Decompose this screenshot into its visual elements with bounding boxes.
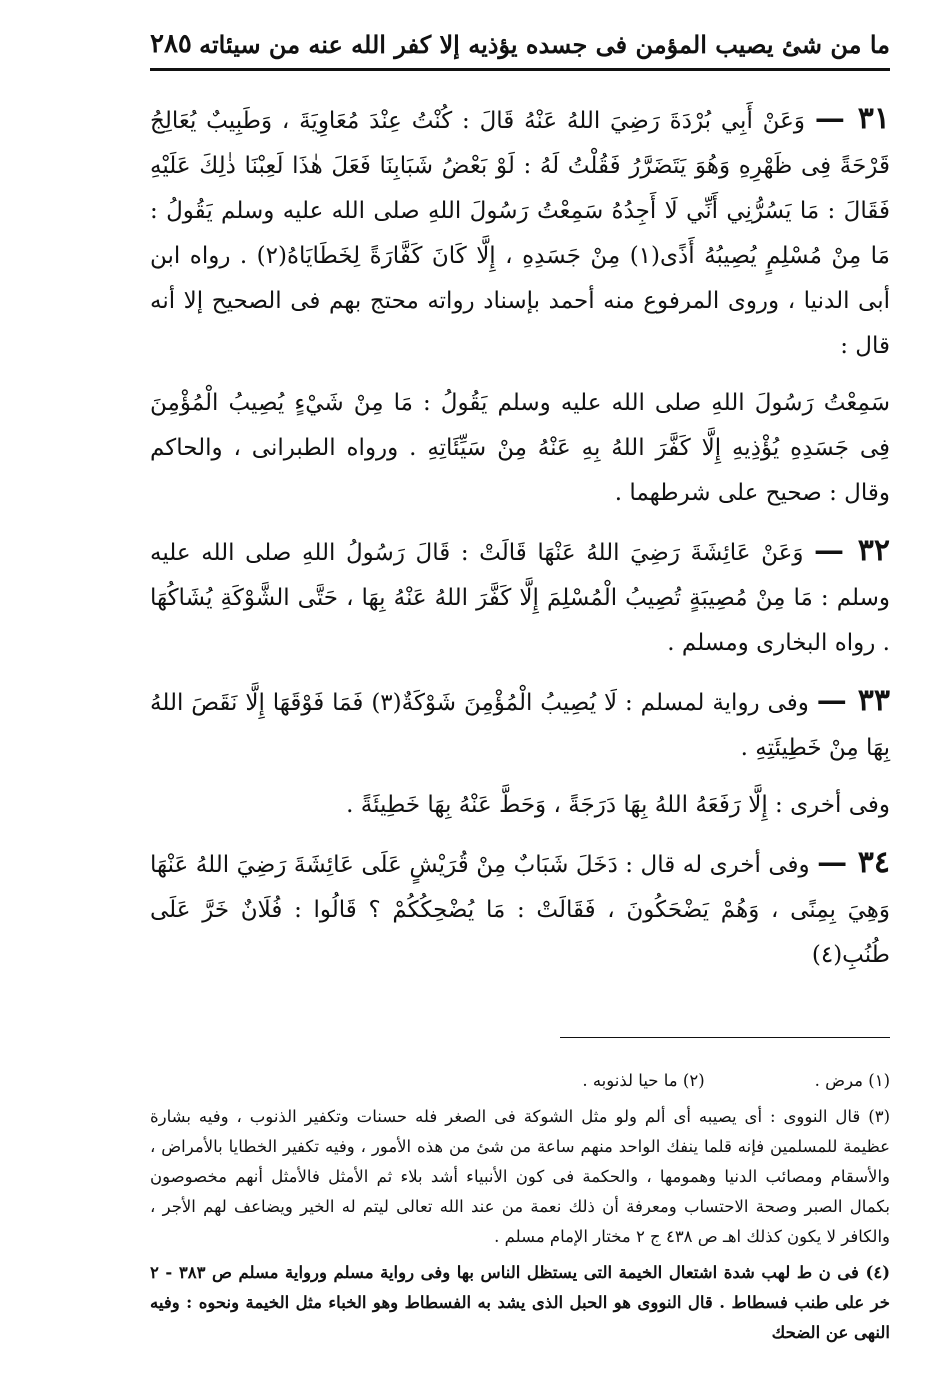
page-header	[150, 20, 890, 68]
hadith-text: وفى أخرى له قال : دَخَلَ شَبَابٌ مِنْ قُرَيْشٍ عَلَى عَائِشَةَ رَضِيَ اللهُ عَنْهَا وَهِيَ بِمِنًى ، وَهُمْ يَضْحَكُونَ ، فَقَالَتْ : مَا يُضْحِكُكُمْ ؟ قَالُوا : فُلَانٌ خَرَّ عَلَى طُنُبِ(٤)	[150, 852, 890, 968]
hadith-text: سَمِعْتُ رَسُولَ اللهِ صلى الله عليه وسلم يَقُولُ : مَا مِنْ شَيْءٍ يُصِيبُ الْمُؤْمِنَ فِى جَسَدِهِ يُؤْذِيهِ إِلَّا كَفَّرَ اللهُ بِهِ عَنْهُ مِنْ سَيِّئَاتِهِ . ورواه الطبرانى ، والحاكم وقال : صحيح على شرطهما .	[150, 390, 890, 506]
hadith-text: وَعَنْ عَائِشَةَ رَضِيَ اللهُ عَنْهَا قَالَتْ : قَالَ رَسُولُ اللهِ صلى الله عليه وسلم : مَا مِنْ مُصِيبَةٍ تُصِيبُ الْمُسْلِمَ إِلَّا كَفَّرَ اللهُ عَنْهُ بِهَا ، حَتَّى الشَّوْكَةِ يُشَاكُهَا . رواه البخارى ومسلم .	[150, 540, 890, 656]
hadith-32	[150, 528, 890, 666]
hadith-31-variant	[150, 381, 890, 516]
header-rule	[150, 68, 890, 71]
hadith-33-variant	[150, 783, 890, 828]
hadith-text: وفى أخرى : إِلَّا رَفَعَهُ اللهُ بِهَا دَرَجَةً ، وَحَطَّ عَنْهُ بِهَا خَطِيئَةً .	[346, 792, 890, 818]
footnotes	[150, 1066, 890, 1348]
hadith-34	[150, 840, 890, 978]
hadith-text: وَعَنْ أَبِي بُرْدَةَ رَضِيَ اللهُ عَنْهُ قَالَ : كُنْتُ عِنْدَ مُعَاوِيَةَ ، وَطَبِيبٌ يُعَالِجُ قَرْحَةً فِى ظَهْرِهِ وَهُوَ يَتَضَرَّرُ فَقُلْتُ لَهُ : لَوْ بَعْضُ شَبَابِنَا فَعَلَ هٰذَا لَعِبْنَا ذٰلِكَ عَلَيْهِ فَقَالَ : مَا يَسُرُّنِي أَنِّي لَا أَجِدُهُ سَمِعْتُ رَسُولَ اللهِ صلى الله عليه وسلم يَقُولُ : مَا مِنْ مُسْلِمٍ يُصِيبُهُ أَذًى(١) مِنْ جَسَدِهِ ، إِلَّا كَانَ كَفَّارَةً لِخَطَايَاهُ(٢) . رواه ابن أبى الدنيا ، وروى المرفوع منه أحمد بإسناد رواته محتج بهم فى الصحيح إلا أنه قال :	[150, 108, 890, 359]
hadith-number: ٣١ —	[814, 101, 890, 136]
footnote-2: (٢) ما حيا لذنوبه .	[582, 1071, 705, 1090]
footnote-1: (١) مرض .	[814, 1071, 890, 1090]
hadith-number: ٣٢ —	[814, 533, 890, 568]
main-text	[150, 96, 890, 978]
footnote-3: (٣) قال النووى : أى يصيبه أى ألم ولو مثل الشوكة فى الصغر فله حسنات وتكفير الذنوب ، وفيه بشارة عظيمة للمسلمين فإنه قلما ينفك الواحد منهم ساعة من شئ من هذه الأمور ، وفيه تكفير الخطايا بالأمراض ، والأسقام ومصائب الدنيا وهمومها ، والحكمة فى كون الأنبياء أشد بلاء ثم الأمثل فالأمثل أنهم مخصوصون بكمال الصبر وصحة الاحتساب ومعرفة أن ذلك نعمة من عند الله تعالى ليتم له الخير ويضاعف لهم الأجر ، والكافر لا يكون كذلك اهـ ص ٤٣٨ ج ٢ مختار الإمام مسلم .	[150, 1107, 890, 1246]
running-head: ما من شئ يصيب المؤمن فى جسده يؤذيه إلا كفر الله عنه من سيئاته	[199, 29, 890, 59]
hadith-text: وفى رواية لمسلم : لَا يُصِيبُ الْمُؤْمِنَ شَوْكَةٌ(٣) فَمَا فَوْقَهَا إِلَّا نَقَصَ اللهُ بِهَا مِنْ خَطِيئَتِهِ .	[150, 690, 890, 761]
hadith-number: ٣٤ —	[817, 845, 890, 880]
footnote-rule	[560, 1037, 890, 1038]
footnote-row-1-2	[150, 1066, 890, 1096]
page-number: ٢٨٥	[150, 29, 192, 59]
hadith-33	[150, 678, 890, 771]
hadith-31	[150, 96, 890, 369]
hadith-number: ٣٣ —	[816, 683, 890, 718]
footnote-4: (٤) فى ن ط لهب شدة اشتعال الخيمة التى يستظل الناس بها وفى رواية مسلم ورواية مسلم ص ٣٨٣ - ٢ خر على طنب فسطاط . قال النووى هو الحبل الذى يشد به الفسطاط وهو الخباء مثل الخيمة ونحوه : وفيه النهى عن الضحك	[150, 1263, 890, 1342]
